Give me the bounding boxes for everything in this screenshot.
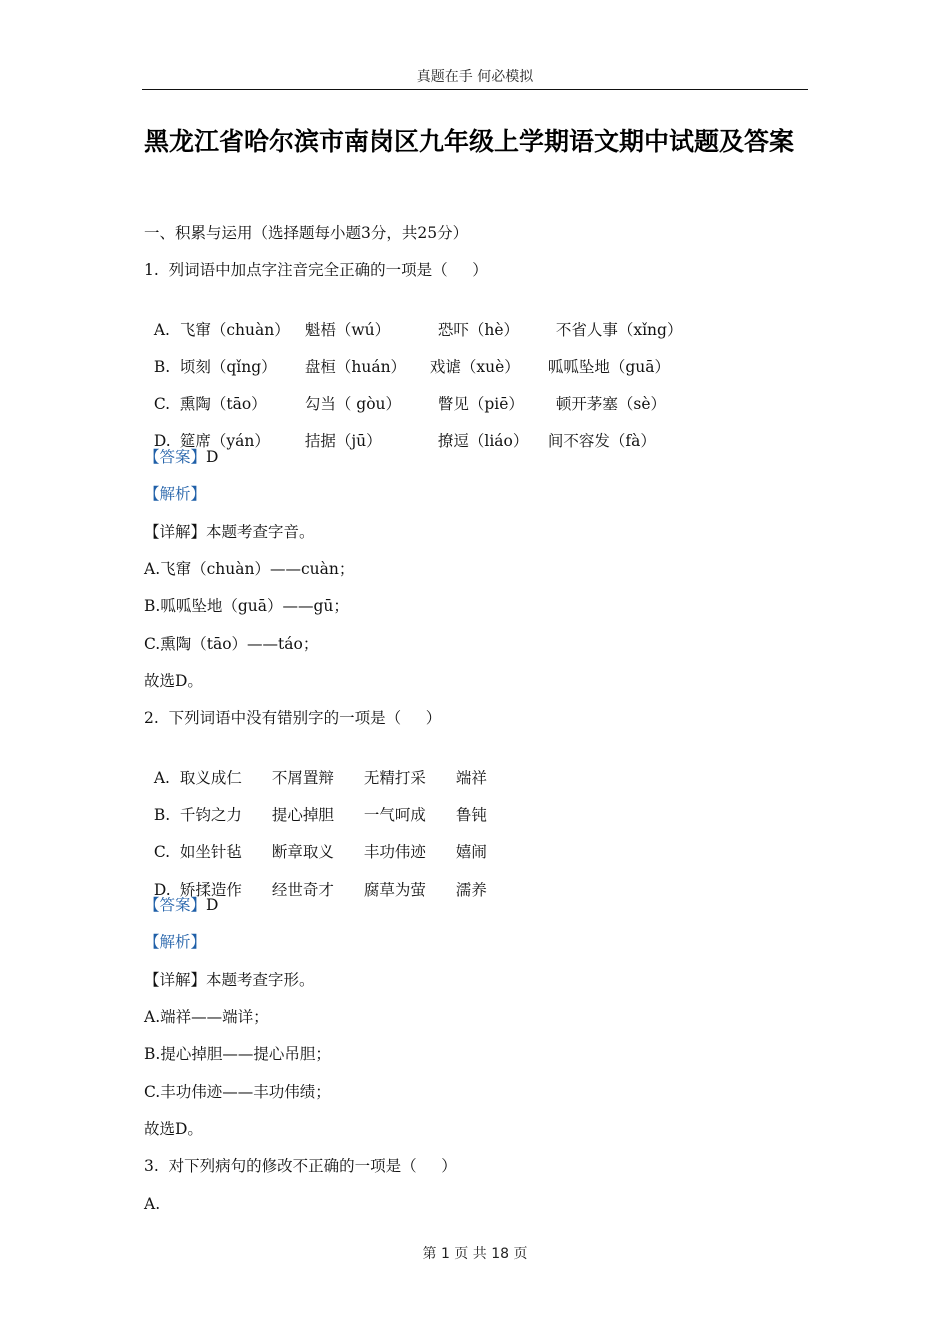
q2-conclusion: 故选D。 [144,1120,203,1138]
q1-conclusion: 故选D。 [144,672,203,690]
answer-value: D [206,896,219,914]
q2-detail: 【详解】本题考查字形。 [144,971,315,989]
option-item: 取义成仁 [179,769,242,787]
answer-tag: 【答案】 [144,896,207,914]
q2-stem: 2. 下列词语中没有错别字的一项是（ ） [144,709,442,727]
option-item: 拮据（jū） [304,432,382,450]
option-label: A. [153,769,170,787]
option-item: 撩逗（liáo） [437,432,529,450]
option-item: 腐草为萤 [363,881,426,899]
option-item: 间不容发（fà） [547,432,656,450]
option-item: 魁梧（wú） [304,321,391,339]
option-item: 嬉闹 [455,843,487,861]
option-item: 端祥 [455,769,487,787]
q1-detail: 【详解】本题考查字音。 [144,523,315,541]
section-heading: 一、积累与运用（选择题每小题3分，共25分） [144,224,469,242]
option-item: 熏陶（tāo） [179,395,267,413]
option-item: 如坐针毡 [179,843,242,861]
option-item: 一气呵成 [363,806,426,824]
option-item: 濡养 [455,881,487,899]
option-item: 勾当（ gòu） [304,395,402,413]
option-label: B. [153,358,171,376]
option-label: A. [153,321,170,339]
page-footer: 第 1 页 共 18 页 [422,1246,528,1262]
option-label: C. [153,395,171,413]
q2-analysis-tag: 【解析】 [144,933,207,951]
q1-answer [144,446,218,468]
option-item: 无精打采 [363,769,426,787]
q1-stem: 1. 列词语中加点字注音完全正确的一项是（ ） [144,261,488,279]
q2-answer [144,894,218,916]
option-item: 矫揉造作 [179,881,242,899]
answer-tag: 【答案】 [144,448,207,466]
option-item: 瞥见（piē） [437,395,524,413]
option-item: 顿开茅塞（sè） [555,395,666,413]
q2-explanation-a: A.端祥——端详； [144,1008,269,1026]
page-header: 真题在手 何必模拟 [416,69,534,85]
option-item: 经世奇才 [271,881,334,899]
option-item: 不省人事（xǐng） [555,321,683,339]
document-title: 黑龙江省哈尔滨市南岗区九年级上学期语文期中试题及答案 [144,127,795,156]
option-item: 恐吓（hè） [437,321,520,339]
option-label: C. [153,843,171,861]
answer-value: D [206,448,219,466]
option-item: 提心掉胆 [271,806,334,824]
q1-explanation-a: A.飞窜（chuàn）——cuàn； [144,560,355,578]
q1-explanation-c: C.熏陶（tāo）——táo； [144,635,319,653]
option-label: D. [153,881,171,899]
option-label: D. [153,432,171,450]
q3-stem: 3. 对下列病句的修改不正确的一项是（ ） [144,1157,457,1175]
q1-option-d [144,408,656,452]
q1-explanation-b: B.呱呱坠地（guā）——gū； [144,597,349,615]
option-item: 盘桓（huán） [304,358,407,376]
header-divider [142,89,808,90]
option-item: 不屑置辩 [271,769,334,787]
option-item: 顷刻（qǐng） [179,358,277,376]
option-label: B. [153,806,171,824]
option-item: 断章取义 [271,843,334,861]
option-item: 戏谑（xuè） [429,358,520,376]
q2-explanation-b: B.提心掉胆——提心吊胆； [144,1045,331,1063]
q1-analysis-tag: 【解析】 [144,485,207,503]
option-item: 千钧之力 [179,806,242,824]
option-item: 筵席（yán） [179,432,270,450]
option-item: 呱呱坠地（guā） [547,358,671,376]
option-item: 飞窜（chuàn） [179,321,290,339]
option-item: 丰功伟迹 [363,843,426,861]
q3-option-a: A. [144,1195,161,1213]
option-item: 鲁钝 [455,806,487,824]
q2-explanation-c: C.丰功伟迹——丰功伟绩； [144,1083,331,1101]
